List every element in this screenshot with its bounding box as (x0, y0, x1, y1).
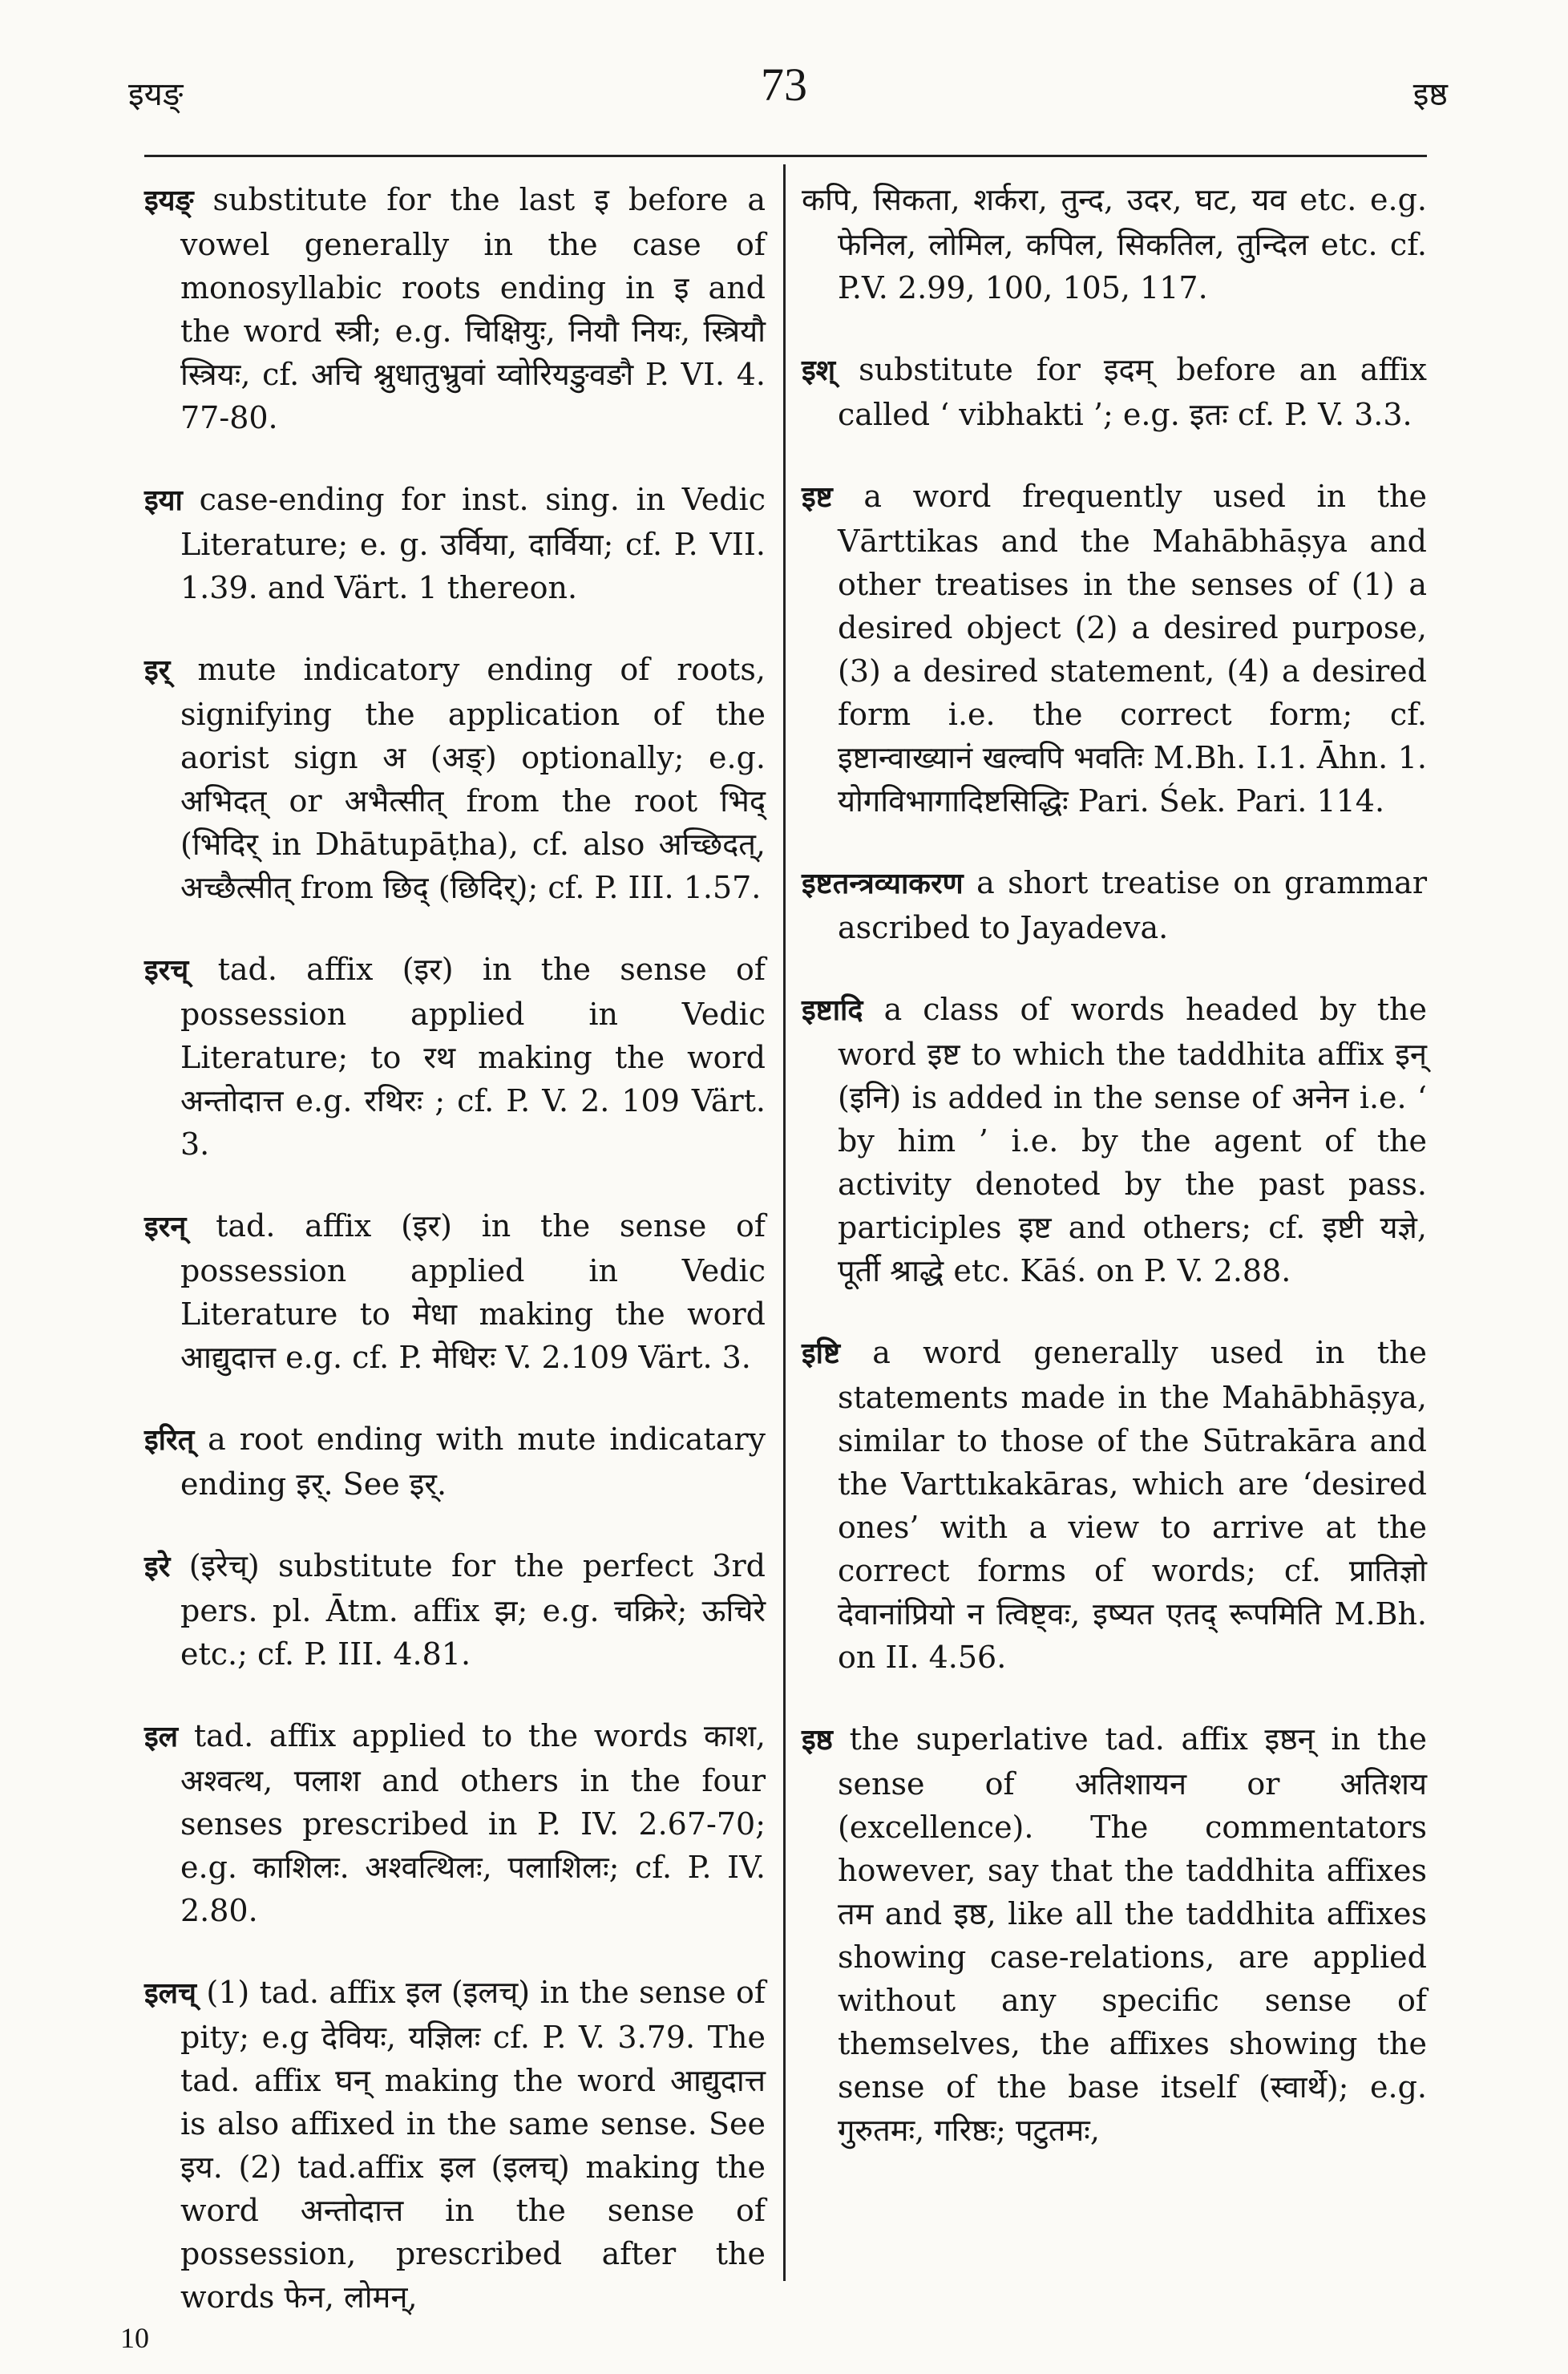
entry-text: substitute for इदम् before an affix called ‘ vibhakti ’; e.g. इतः cf. P. V. 3.3. (838, 352, 1427, 432)
entry-text: (1) tad. affix इल (इलच्) in the sense of pity; e.g देवियः, यज्ञिलः cf. P. V. 3.79. The tad. affix घन् making the word आद्युदात्त is also affixed in the same sense. See इय. (2) tad.affix इल (इलच्) making the word अन्तोदात्त in the sense of possession, prescribed after the words फेन, लोमन्, (180, 1975, 766, 2315)
dictionary-entry (144, 948, 766, 1166)
entry-text: a class of words headed by the word इष्ट to which the taddhita affix इन् (इनि) is added in the sense of अनेन i.e. ‘ by him ’ i.e. by the agent of the activity denoted by the past pass. participles इष्ट and others; cf. इष्टी यज्ञे, पूर्ती श्राद्धे etc. Kāś. on P. V. 2.88. (838, 992, 1427, 1288)
dictionary-entry (802, 1331, 1427, 1679)
dictionary-entry (144, 1204, 766, 1379)
entry-headword: इरे (144, 1551, 171, 1583)
right-column (802, 178, 1427, 2190)
dictionary-entry (144, 648, 766, 909)
header-rule (144, 155, 1427, 157)
dictionary-entry (144, 478, 766, 609)
entry-headword: इया (144, 484, 183, 517)
entry-headword: इष्ठ (802, 1724, 833, 1757)
signature-mark: 10 (120, 2322, 149, 2354)
entry-text: tad. affix (इर) in the sense of possession applied in Vedic Literature to मेधा making the word आद्युदात्त e.g. cf. P. मेधिरः V. 2.109 Värt. 3. (180, 1208, 766, 1375)
left-column (144, 178, 766, 2357)
dictionary-entry-continued (802, 178, 1427, 309)
entry-headword: इष्टादि (802, 994, 863, 1027)
entry-text: कपि, सिकता, शर्करा, तुन्द, उदर, घट, यव etc. e.g. फेनिल, लोमिल, कपिल, सिकतिल, तुन्दिल etc. cf. P.V. 2.99, 100, 105, 117. (802, 182, 1427, 305)
dictionary-entry (144, 178, 766, 439)
entry-headword: इर् (144, 654, 171, 687)
entry-text: (इरेच्) substitute for the perfect 3rd pers. pl. Ātm. affix झ; e.g. चक्रिरे; ऊचिरे etc.; cf. P. III. 4.81. (180, 1548, 766, 1672)
dictionary-entry (802, 348, 1427, 436)
column-divider (783, 164, 786, 2281)
dictionary-entry (144, 1544, 766, 1676)
entry-text: mute indicatory ending of roots, signifying the application of the aorist sign अ (अङ्) optionally; e.g. अभिदत् or अभैत्सीत् from the root भिद् (भिदिर् in Dhātupāṭha), cf. also अच्छिदत्, अच्छैत्सीत् from छिद् (छिदिर्); cf. P. III. 1.57. (180, 652, 766, 905)
entry-text: tad. affix applied to the words काश, अश्वत्थ, पलाश and others in the four senses prescribed in P. IV. 2.67-70; e.g. काशिलः. अश्वत्थिलः, पलाशिलः; cf. P. IV. 2.80. (180, 1718, 766, 1928)
dictionary-entry (144, 1714, 766, 1932)
entry-headword: इरन् (144, 1211, 187, 1244)
entry-headword: इलच् (144, 1977, 196, 2010)
entry-headword: इरच् (144, 954, 189, 987)
dictionary-entry (802, 475, 1427, 823)
dictionary-entry (144, 1971, 766, 2319)
running-head-right: इष्ठ (1412, 76, 1448, 113)
entry-text: case-ending for inst. sing. in Vedic Literature; e. g. उर्विया, दार्विया; cf. P. VII. 1.39. and Värt. 1 thereon. (180, 482, 766, 605)
entry-text: substitute for the last इ before a vowel generally in the case of monosyllabic roots ending in इ and the word स्त्री; e.g. चिक्षियुः, नियौ नियः, स्त्रियौ स्त्रियः, cf. अचि श्नुधातुभ्रुवां य्वोरियङुवङौ P. VI. 4. 77-80. (180, 182, 766, 435)
dictionary-entry (802, 1717, 1427, 2152)
entry-headword: इष्टतन्त्रव्याकरण (802, 868, 964, 900)
entry-headword: इयङ् (144, 184, 194, 217)
entry-headword: इश् (802, 354, 836, 387)
entry-headword: इरित् (144, 1424, 195, 1457)
entry-text: the superlative tad. affix इष्ठन् in the sense of अतिशायन or अतिशय (excellence). The commentators however, say that the taddhita affixes तम and इष्ठ, like all the taddhita affixes showing case-relations, are applied without any specific sense of themselves, the affixes showing the sense of the base itself (स्वार्थे); e.g. गुरुतमः, गरिष्ठः; पटुतमः, (838, 1721, 1427, 2148)
entry-text: a word generally used in the statements made in the Mahābhāṣya, similar to those of the Sūtrakāra and the Varttıkakāras, which are ‘desired ones’ with a view to arrive at the correct forms of words; cf. प्रातिज्ञो देवानांप्रियो न त्विष्ट्वः, इष्यत एतद् रूपमिति M.Bh. on II. 4.56. (838, 1335, 1427, 1675)
entry-text: a short treatise on grammar ascribed to Jayadeva. (838, 865, 1427, 945)
entry-text: tad. affix (इर) in the sense of possession applied in Vedic Literature; to रथ making the word अन्तोदात्त e.g. रथिरः ; cf. P. V. 2. 109 Värt. 3. (180, 952, 766, 1162)
dictionary-entry (802, 988, 1427, 1292)
entry-headword: इष्ट (802, 481, 833, 514)
entry-text: a root ending with mute indicatary ending इर्. See इर्. (180, 1422, 766, 1502)
dictionary-entry (802, 861, 1427, 949)
entry-headword: इष्टि (802, 1337, 841, 1370)
running-head-left: इयङ् (128, 76, 184, 113)
page-number: 73 (761, 59, 807, 111)
entry-headword: इल (144, 1721, 179, 1753)
dictionary-entry (144, 1418, 766, 1506)
entry-text: a word frequently used in the Vārttikas and the Mahābhāṣya and other treatises in the senses of (1) a desired object (2) a desired purpose, (3) a desired statement, (4) a desired form i.e. the correct form; cf. इष्टान्वाख्यानं खल्वपि भवतिः M.Bh. I.1. Āhn. 1. योगविभागादिष्टसिद्धिः Pari. Śek. Pari. 114. (838, 479, 1427, 819)
